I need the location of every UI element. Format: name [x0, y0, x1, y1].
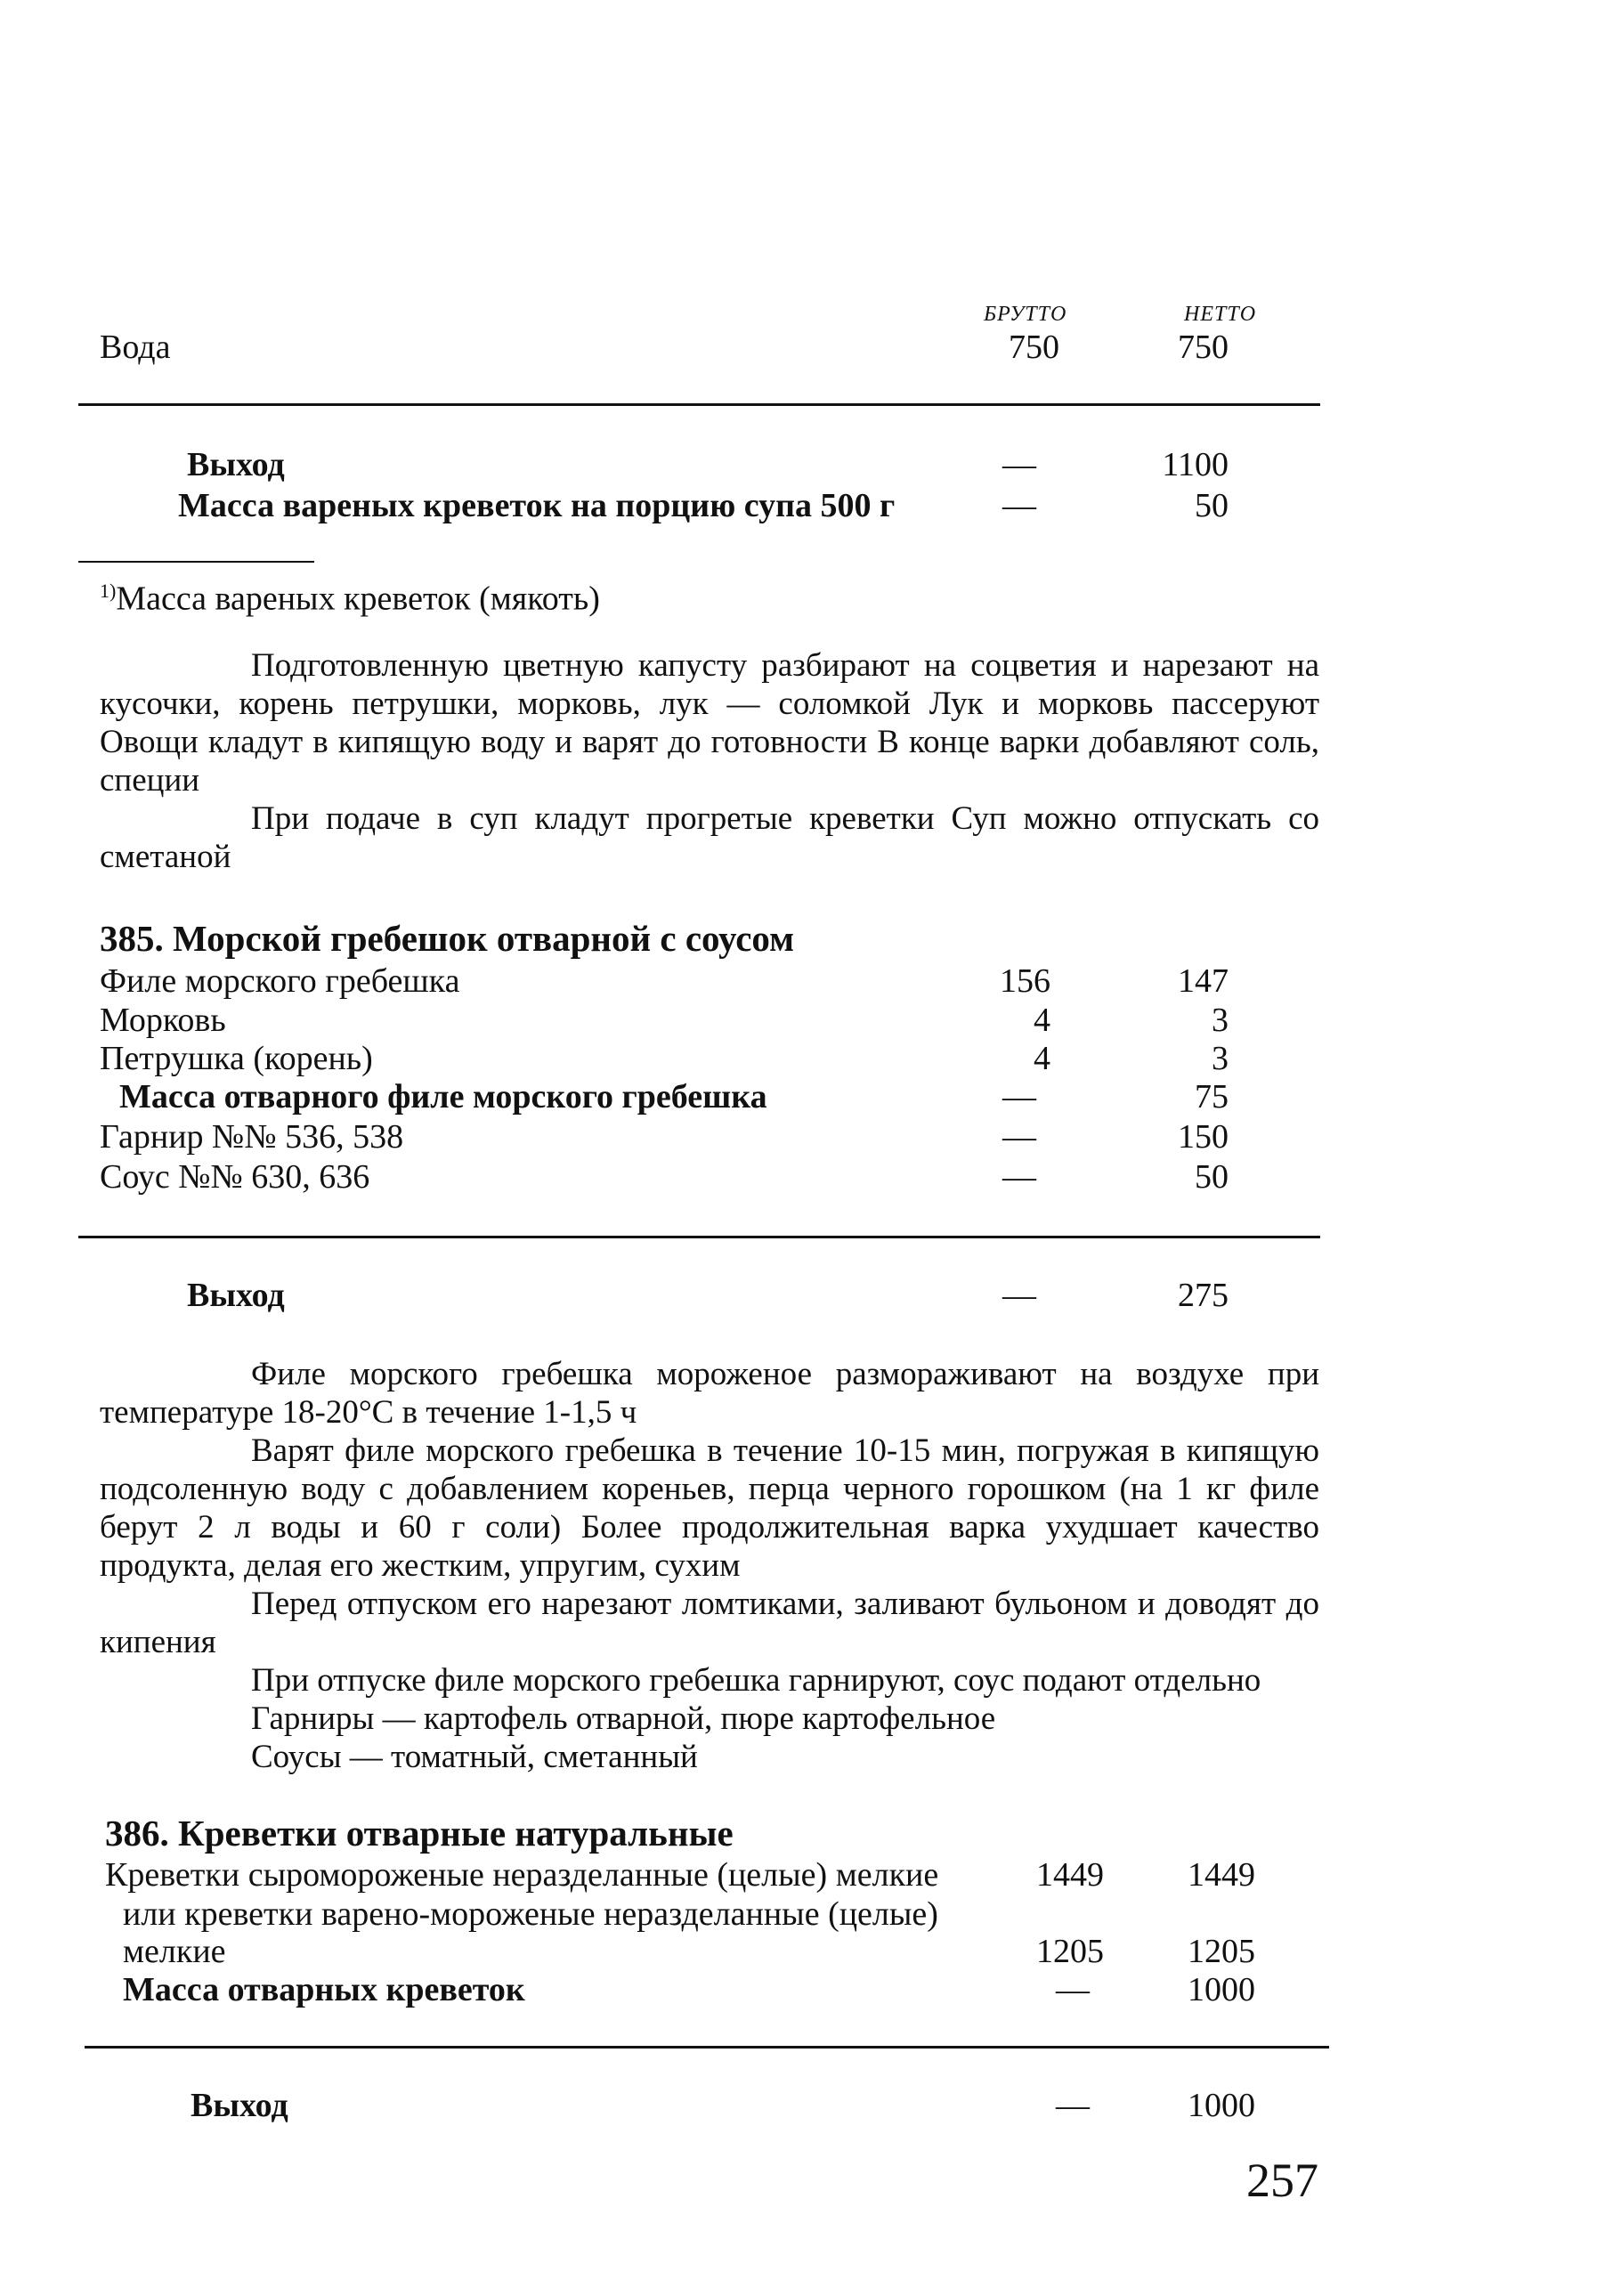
r385-row-1-netto: 147	[1178, 962, 1229, 1000]
footnote-text: Масса вареных креветок (мякоть)	[116, 580, 600, 618]
r386-output-label: Выход	[191, 2087, 288, 2124]
water-netto: 750	[1178, 329, 1229, 366]
r385-paragraph-2: Варят филе морского гребешка в течение 10-15 мин, погружая в кипящую подсоленную воду с добавлением кореньев, перца черного горошком (на 1 кг филе берут 2 л воды и 60 г соли) Более продолжительная варка ухудшает качество продукта, делая его жестким, упругим, сухим	[100, 1432, 1319, 1584]
r386-output-netto: 1000	[1188, 2087, 1255, 2124]
r385-paragraph-3: Перед отпуском его нарезают ломтиками, заливают бульоном и доводят до кипения	[100, 1586, 1319, 1660]
r385-paragraph-6: Соусы — томатный, сметанный	[251, 1739, 698, 1775]
r385-row-6-name: Соус №№ 630, 636	[100, 1158, 370, 1196]
output-brutto: —	[1002, 446, 1036, 483]
water-brutto: 750	[1009, 329, 1059, 366]
brutto-header: БРУТТО	[984, 303, 1067, 326]
r386-row-2b-brutto: 1205	[1036, 1933, 1104, 1970]
r385-output-netto: 275	[1178, 1277, 1229, 1314]
recipe-385-text	[100, 1355, 1319, 1776]
r385-row-4-name: Масса отварного филе морского гребешка	[119, 1078, 767, 1116]
r385-row-6-netto: 50	[1195, 1158, 1229, 1196]
r385-row-4-brutto: —	[1002, 1078, 1036, 1116]
page-number: 257	[1246, 2154, 1318, 2207]
divider-top	[78, 403, 1320, 406]
r386-row-2b-netto: 1205	[1188, 1933, 1255, 1970]
shrimp-mass-label: Масса вареных креветок на порцию супа 500 г	[178, 487, 896, 524]
r385-output-brutto: —	[1002, 1277, 1036, 1314]
r385-output-label: Выход	[187, 1277, 285, 1314]
r385-row-1-brutto: 156	[1000, 962, 1050, 1000]
r385-row-3-netto: 3	[1212, 1040, 1229, 1077]
shrimp-mass-netto: 50	[1195, 487, 1229, 524]
output-netto: 1100	[1162, 446, 1229, 483]
r385-row-3-name: Петрушка (корень)	[100, 1040, 373, 1077]
r385-paragraph-1: Филе морского гребешка мороженое размораживают на воздухе при температуре 18-20°С в течение 1-1,5 ч	[100, 1356, 1319, 1431]
footnote-rule	[78, 561, 314, 563]
r385-row-4-netto: 75	[1195, 1078, 1229, 1116]
r385-row-2-brutto: 4	[1034, 1002, 1050, 1039]
soup-text	[100, 646, 1319, 876]
divider-385	[78, 1236, 1320, 1238]
r385-row-3-brutto: 4	[1034, 1040, 1050, 1077]
netto-header: НЕТТО	[1184, 303, 1257, 326]
footnote	[100, 572, 600, 619]
r386-row-1-name: Креветки сыромороженые неразделанные (целые) мелкие	[105, 1856, 939, 1894]
r386-row-2b-name: мелкие	[123, 1933, 226, 1970]
r385-row-5-brutto: —	[1002, 1118, 1036, 1156]
r386-row-3-brutto: —	[1056, 1971, 1090, 2008]
soup-paragraph-2: При подаче в суп кладут прогретые креветки Суп можно отпускать со сметаной	[100, 800, 1319, 875]
r385-row-6-brutto: —	[1002, 1158, 1036, 1196]
recipe-385-title: 385. Морской гребешок отварной с соусом	[100, 918, 795, 959]
soup-paragraph-1: Подготовленную цветную капусту разбирают на соцветия и нарезают на кусочки, корень петрушки, морковь, лук — соломкой Лук и морковь пассеруют Овощи кладут в кипящую воду и варят до готовности В конце варки добавляют соль, специи	[100, 647, 1319, 799]
recipe-386-title: 386. Креветки отварные натуральные	[105, 1813, 734, 1854]
r386-row-3-name: Масса отварных креветок	[123, 1971, 525, 2008]
r386-row-2a-name: или креветки варено-мороженые неразделанные (целые)	[123, 1895, 938, 1933]
r385-row-5-netto: 150	[1178, 1118, 1229, 1156]
r385-row-2-netto: 3	[1212, 1002, 1229, 1039]
r386-row-1-brutto: 1449	[1036, 1856, 1104, 1894]
r386-row-3-netto: 1000	[1188, 1971, 1255, 2008]
r386-output-brutto: —	[1056, 2087, 1090, 2124]
r386-row-1-netto: 1449	[1188, 1856, 1255, 1894]
footnote-mark: 1)	[100, 580, 117, 602]
r385-row-2-name: Морковь	[100, 1002, 226, 1039]
divider-386	[85, 2046, 1329, 2049]
r385-paragraph-5: Гарниры — картофель отварной, пюре картофельное	[251, 1700, 996, 1737]
r385-row-5-name: Гарнир №№ 536, 538	[100, 1118, 404, 1156]
shrimp-mass-brutto: —	[1002, 487, 1036, 524]
output-label: Выход	[187, 446, 285, 483]
r385-row-1-name: Филе морского гребешка	[100, 962, 460, 1000]
water-label: Вода	[100, 329, 171, 366]
r385-paragraph-4: При отпуске филе морского гребешка гарнируют, соус подают отдельно	[251, 1662, 1261, 1699]
